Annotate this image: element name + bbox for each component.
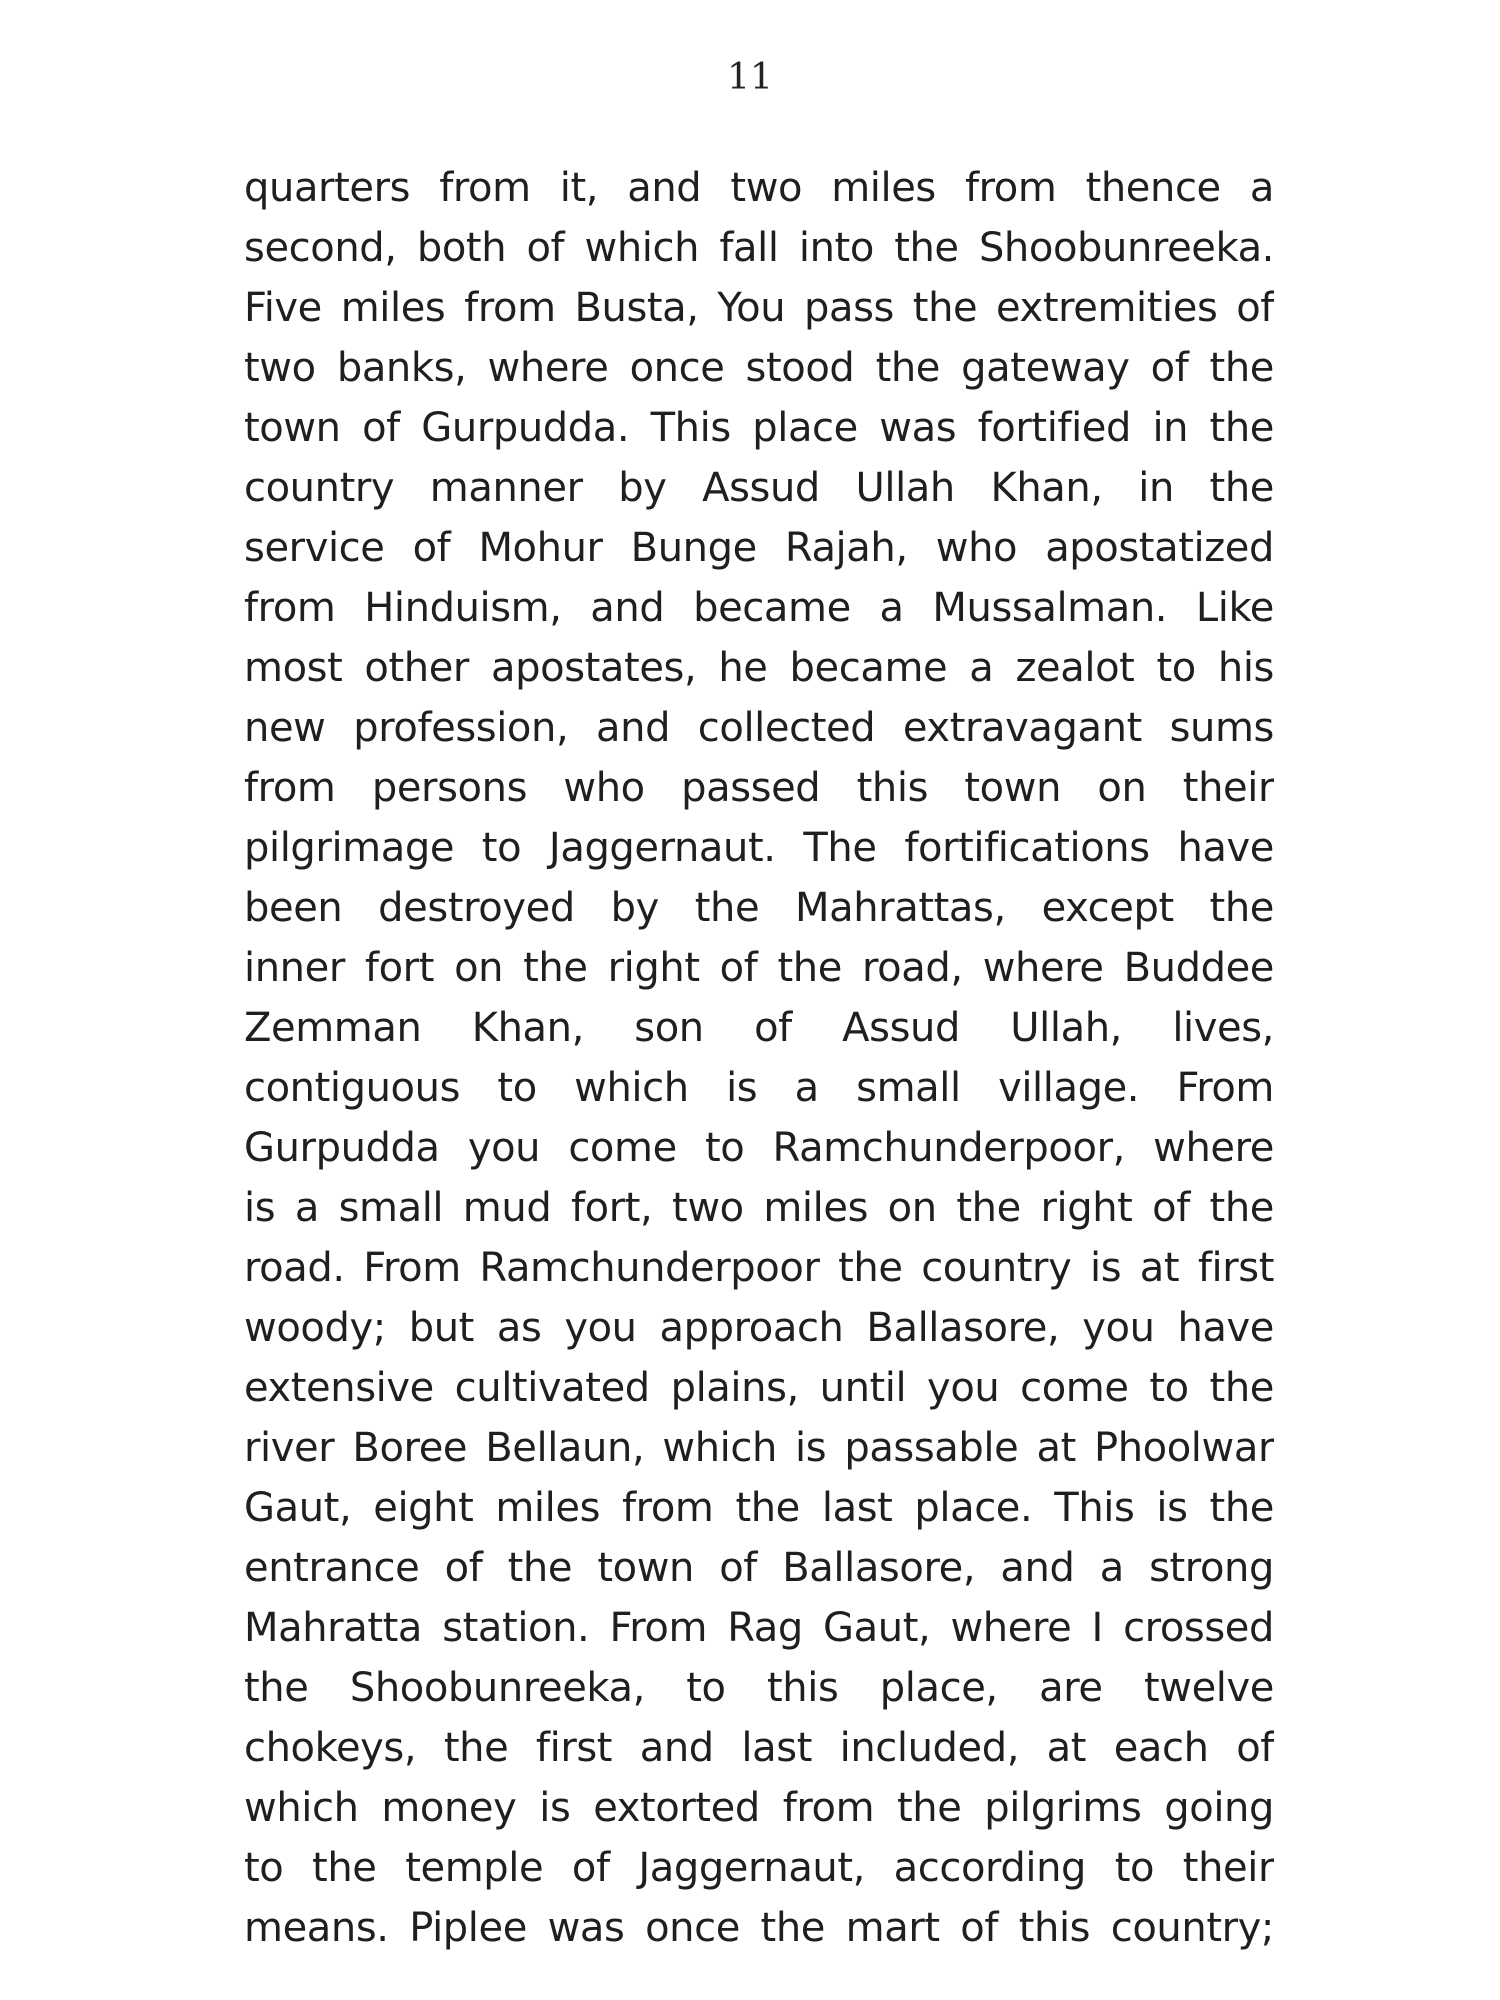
text-line: Five miles from Busta, You pass the extremities of	[244, 285, 1274, 331]
text-line: Mahratta station. From Rag Gaut, where I crossed	[244, 1605, 1274, 1651]
text-line: means. Piplee was once the mart of this country;	[244, 1905, 1274, 1951]
text-line: country manner by Assud Ullah Khan, in the	[244, 465, 1274, 511]
text-line: new profession, and collected extravagant sums	[244, 705, 1274, 751]
text-line: river Boree Bellaun, which is passable at Phoolwar	[244, 1425, 1274, 1471]
text-line: second, both of which fall into the Shoobunreeka.	[244, 225, 1274, 271]
text-line: chokeys, the first and last included, at each of	[244, 1725, 1274, 1771]
text-line: most other apostates, he became a zealot to his	[244, 645, 1274, 691]
text-line: quarters from it, and two miles from thence a	[244, 165, 1274, 211]
text-line: from persons who passed this town on their	[244, 765, 1274, 811]
text-line: inner fort on the right of the road, where Buddee	[244, 945, 1274, 991]
text-line: from Hinduism, and became a Mussalman. Like	[244, 585, 1274, 631]
text-line: service of Mohur Bunge Rajah, who apostatized	[244, 525, 1274, 571]
text-line: Gaut, eight miles from the last place. This is the	[244, 1485, 1274, 1531]
page-number: 11	[727, 57, 773, 98]
text-line: been destroyed by the Mahrattas, except the	[244, 885, 1274, 931]
text-line: woody; but as you approach Ballasore, you have	[244, 1305, 1274, 1351]
text-line: Gurpudda you come to Ramchunderpoor, where	[244, 1125, 1274, 1171]
text-line: to the temple of Jaggernaut, according to their	[244, 1845, 1274, 1891]
text-line: entrance of the town of Ballasore, and a strong	[244, 1545, 1274, 1591]
text-line: extensive cultivated plains, until you come to the	[244, 1365, 1274, 1411]
text-line: town of Gurpudda. This place was fortified in the	[244, 405, 1274, 451]
text-line: pilgrimage to Jaggernaut. The fortifications have	[244, 825, 1274, 871]
text-line: two banks, where once stood the gateway of the	[244, 345, 1274, 391]
text-line: which money is extorted from the pilgrims going	[244, 1785, 1274, 1831]
text-line: is a small mud fort, two miles on the right of the	[244, 1185, 1274, 1231]
body-text	[244, 158, 1274, 1958]
text-line: contiguous to which is a small village. From	[244, 1065, 1274, 1111]
text-line: road. From Ramchunderpoor the country is at first	[244, 1245, 1274, 1291]
text-line: the Shoobunreeka, to this place, are twelve	[244, 1665, 1274, 1711]
text-line: Zemman Khan, son of Assud Ullah, lives,	[244, 1005, 1274, 1051]
